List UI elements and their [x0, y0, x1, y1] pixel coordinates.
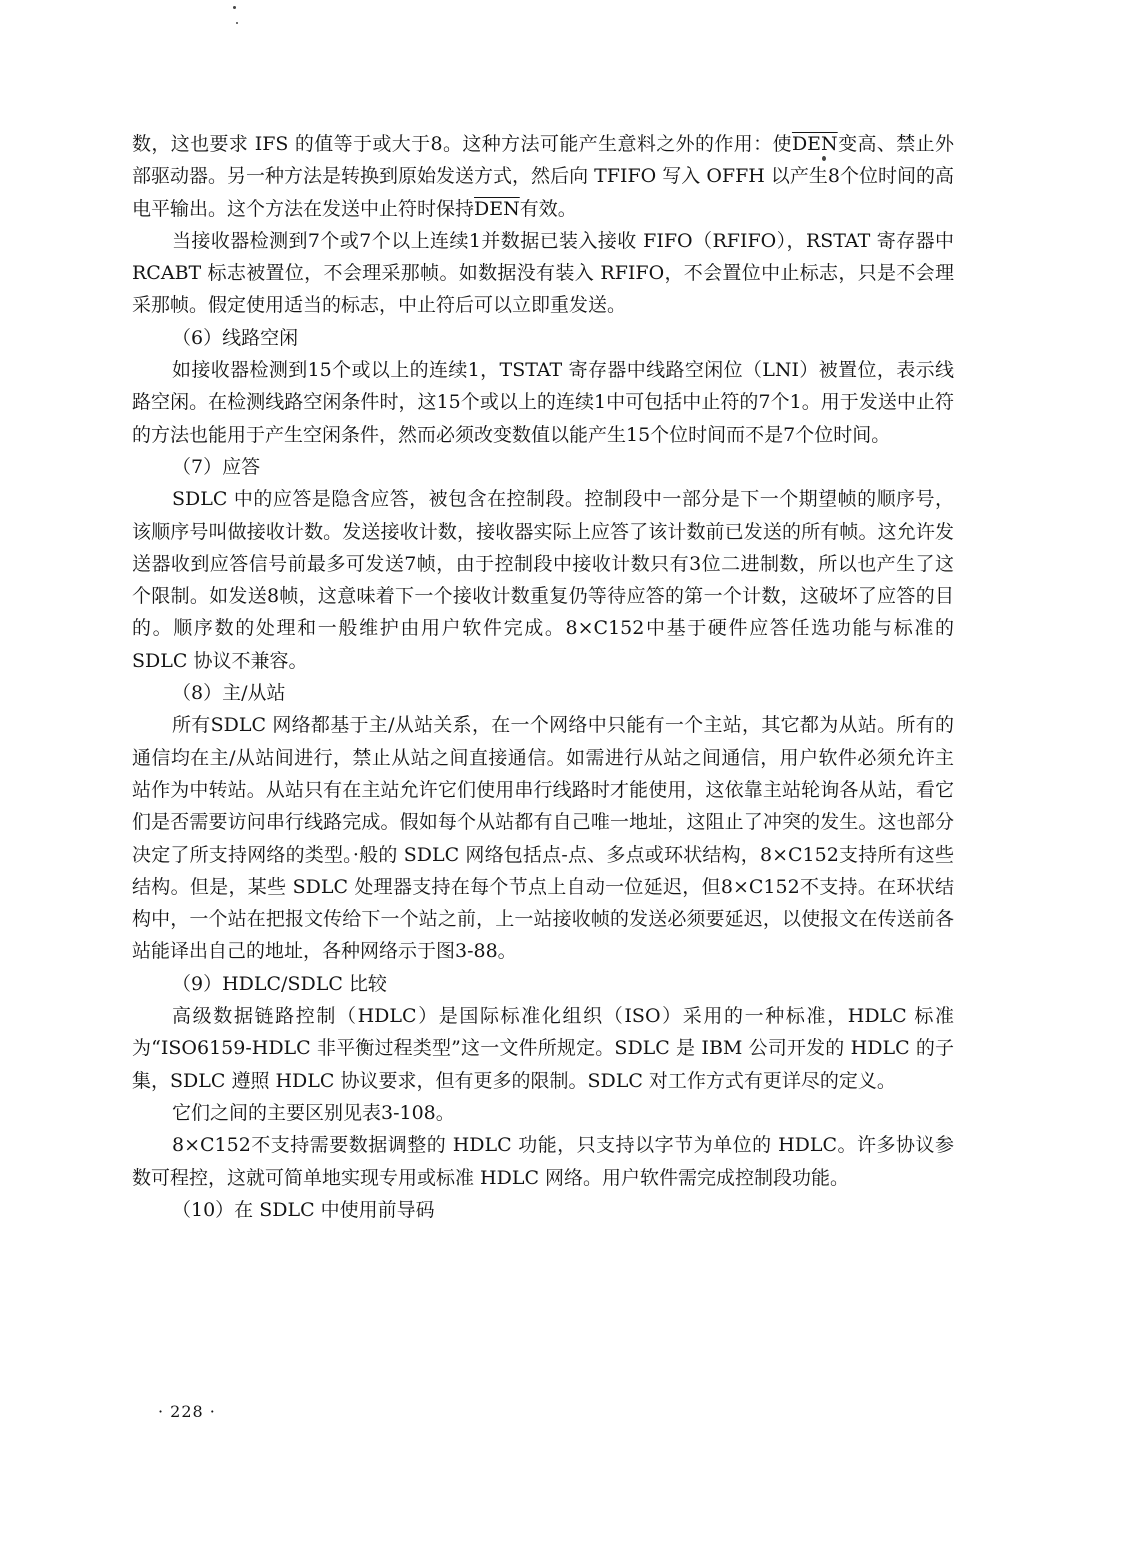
- text-run: 8×C152不支持需要数据调整的 HDLC 功能，只支持以字节为单位的 HDLC。许多协议参数可程控，这就可简单地实现专用或标准 HDLC 网络。用户软件需完成控制段功能。: [132, 1134, 954, 1189]
- paragraph: [132, 128, 954, 225]
- text-run: 如接收器检测到15个或以上的连续1，TSTAT 寄存器中线路空闲位（LNI）被置位，表示线路空闲。在检测线路空闲条件时，这15个或以上的连续1中可包括中止符的7个1。用于发送中止符的方法也能用于产生空闲条件，然而必须改变数值以能产生15个位时间而不是7个位时间。: [132, 359, 954, 446]
- text-run: 高级数据链路控制（HDLC）是国际标准化组织（ISO）采用的一种标准，HDLC 标准为“ISO6159-HDLC 非平衡过程类型”这一文件所规定。SDLC 是 IBM 公司开发的 HDLC 的子集，SDLC 遵照 HDLC 协议要求，但有更多的限制。SDLC 对工作方式有更详尽的定义。: [132, 1005, 954, 1092]
- section-heading: [132, 968, 954, 1000]
- section-heading: [132, 451, 954, 483]
- text-run: 当接收器检测到7个或7个以上连续1并数据已装入接收 FIFO（RFIFO），RSTAT 寄存器中 RCABT 标志被置位，不会理采那帧。如数据没有装入 RFIFO，不会置位中止标志，只是不会理采那帧。假定使用适当的标志，中止符后可以立即重发送。: [132, 229, 954, 317]
- scan-speck: [233, 6, 236, 9]
- text-run: 它们之间的主要区别见表3-108。: [172, 1101, 455, 1124]
- text-run: （10）在 SDLC 中使用前导码: [172, 1198, 435, 1221]
- paragraph: [132, 1097, 954, 1129]
- paragraph: [132, 1000, 954, 1097]
- section-heading: [132, 1194, 954, 1226]
- text-run: （9）HDLC/SDLC 比较: [172, 972, 387, 995]
- text-run: 所有SDLC 网络都基于主/从站关系，在一个网络中只能有一个主站，其它都为从站。所有的通信均在主/从站间进行，禁止从站之间直接通信。如需进行从站之间通信，用户软件必须允许主站作为中转站。从站只有在主站允许它们使用串行线路时才能使用，这依靠主站轮询各从站，看它们是否需要访问串行线路完成。假如每个从站都有自己唯一地址，这阻止了冲突的发生。这也部分决定了所支持网络的类型。·般的 SDLC 网络包括点-点、多点或环状结构，8×C152支持所有这些结构。但是，某些 SDLC 处理器支持在每个节点上自动一位延迟，但8×C152不支持。在环状结构中，一个站在把报文传给下一个站之前，上一站接收帧的发送必须要延迟，以使报文在传送前各站能译出自己的地址，各种网络示于图3-88。: [132, 714, 954, 963]
- paragraph: [132, 1129, 954, 1194]
- text-run: 有效。: [519, 197, 577, 220]
- text-run: 数，这也要求 IFS 的值等于或大于8。这种方法可能产生意料之外的作用：使: [132, 133, 792, 155]
- text-run: 变高、禁止外部驱动器。另一种方法是转换到原始发送方式，然后向 TFIFO 写入 OFFH 以产生8个位时间的高电平输出。这个方法在发送中止符时保持: [132, 133, 954, 220]
- overline-signal: $\overline{DEN}$: [791, 133, 838, 155]
- page-number: · 228 ·: [158, 1402, 216, 1421]
- paragraph: [132, 709, 954, 967]
- body-text: [132, 128, 954, 1226]
- section-heading: [132, 677, 954, 709]
- text-run: （8）主/从站: [172, 682, 286, 705]
- text-run: SDLC 中的应答是隐含应答，被包含在控制段。控制段中一部分是下一个期望帧的顺序号，该顺序号叫做接收计数。发送接收计数，接收器实际上应答了该计数前已发送的所有帧。这允许发送器收到应答信号前最多可发送7帧，由于控制段中接收计数只有3位二进制数，所以也产生了这个限制。如发送8帧，这意味着下一个接收计数重复仍等待应答的第一个计数，这破坏了应答的目的。顺序数的处理和一般维护由用户软件完成。8×C152中基于硬件应答任选功能与标准的 SDLC 协议不兼容。: [132, 488, 954, 672]
- section-heading: [132, 322, 954, 354]
- text-run: （7）应答: [172, 455, 261, 478]
- scan-speck: [822, 156, 826, 161]
- paragraph: [132, 354, 954, 451]
- paragraph: [132, 225, 954, 322]
- text-run: （6）线路空闲: [172, 326, 299, 349]
- paragraph: [132, 483, 954, 677]
- overline-signal: $\overline{DEN}$: [474, 197, 520, 220]
- scan-speck: [236, 22, 238, 24]
